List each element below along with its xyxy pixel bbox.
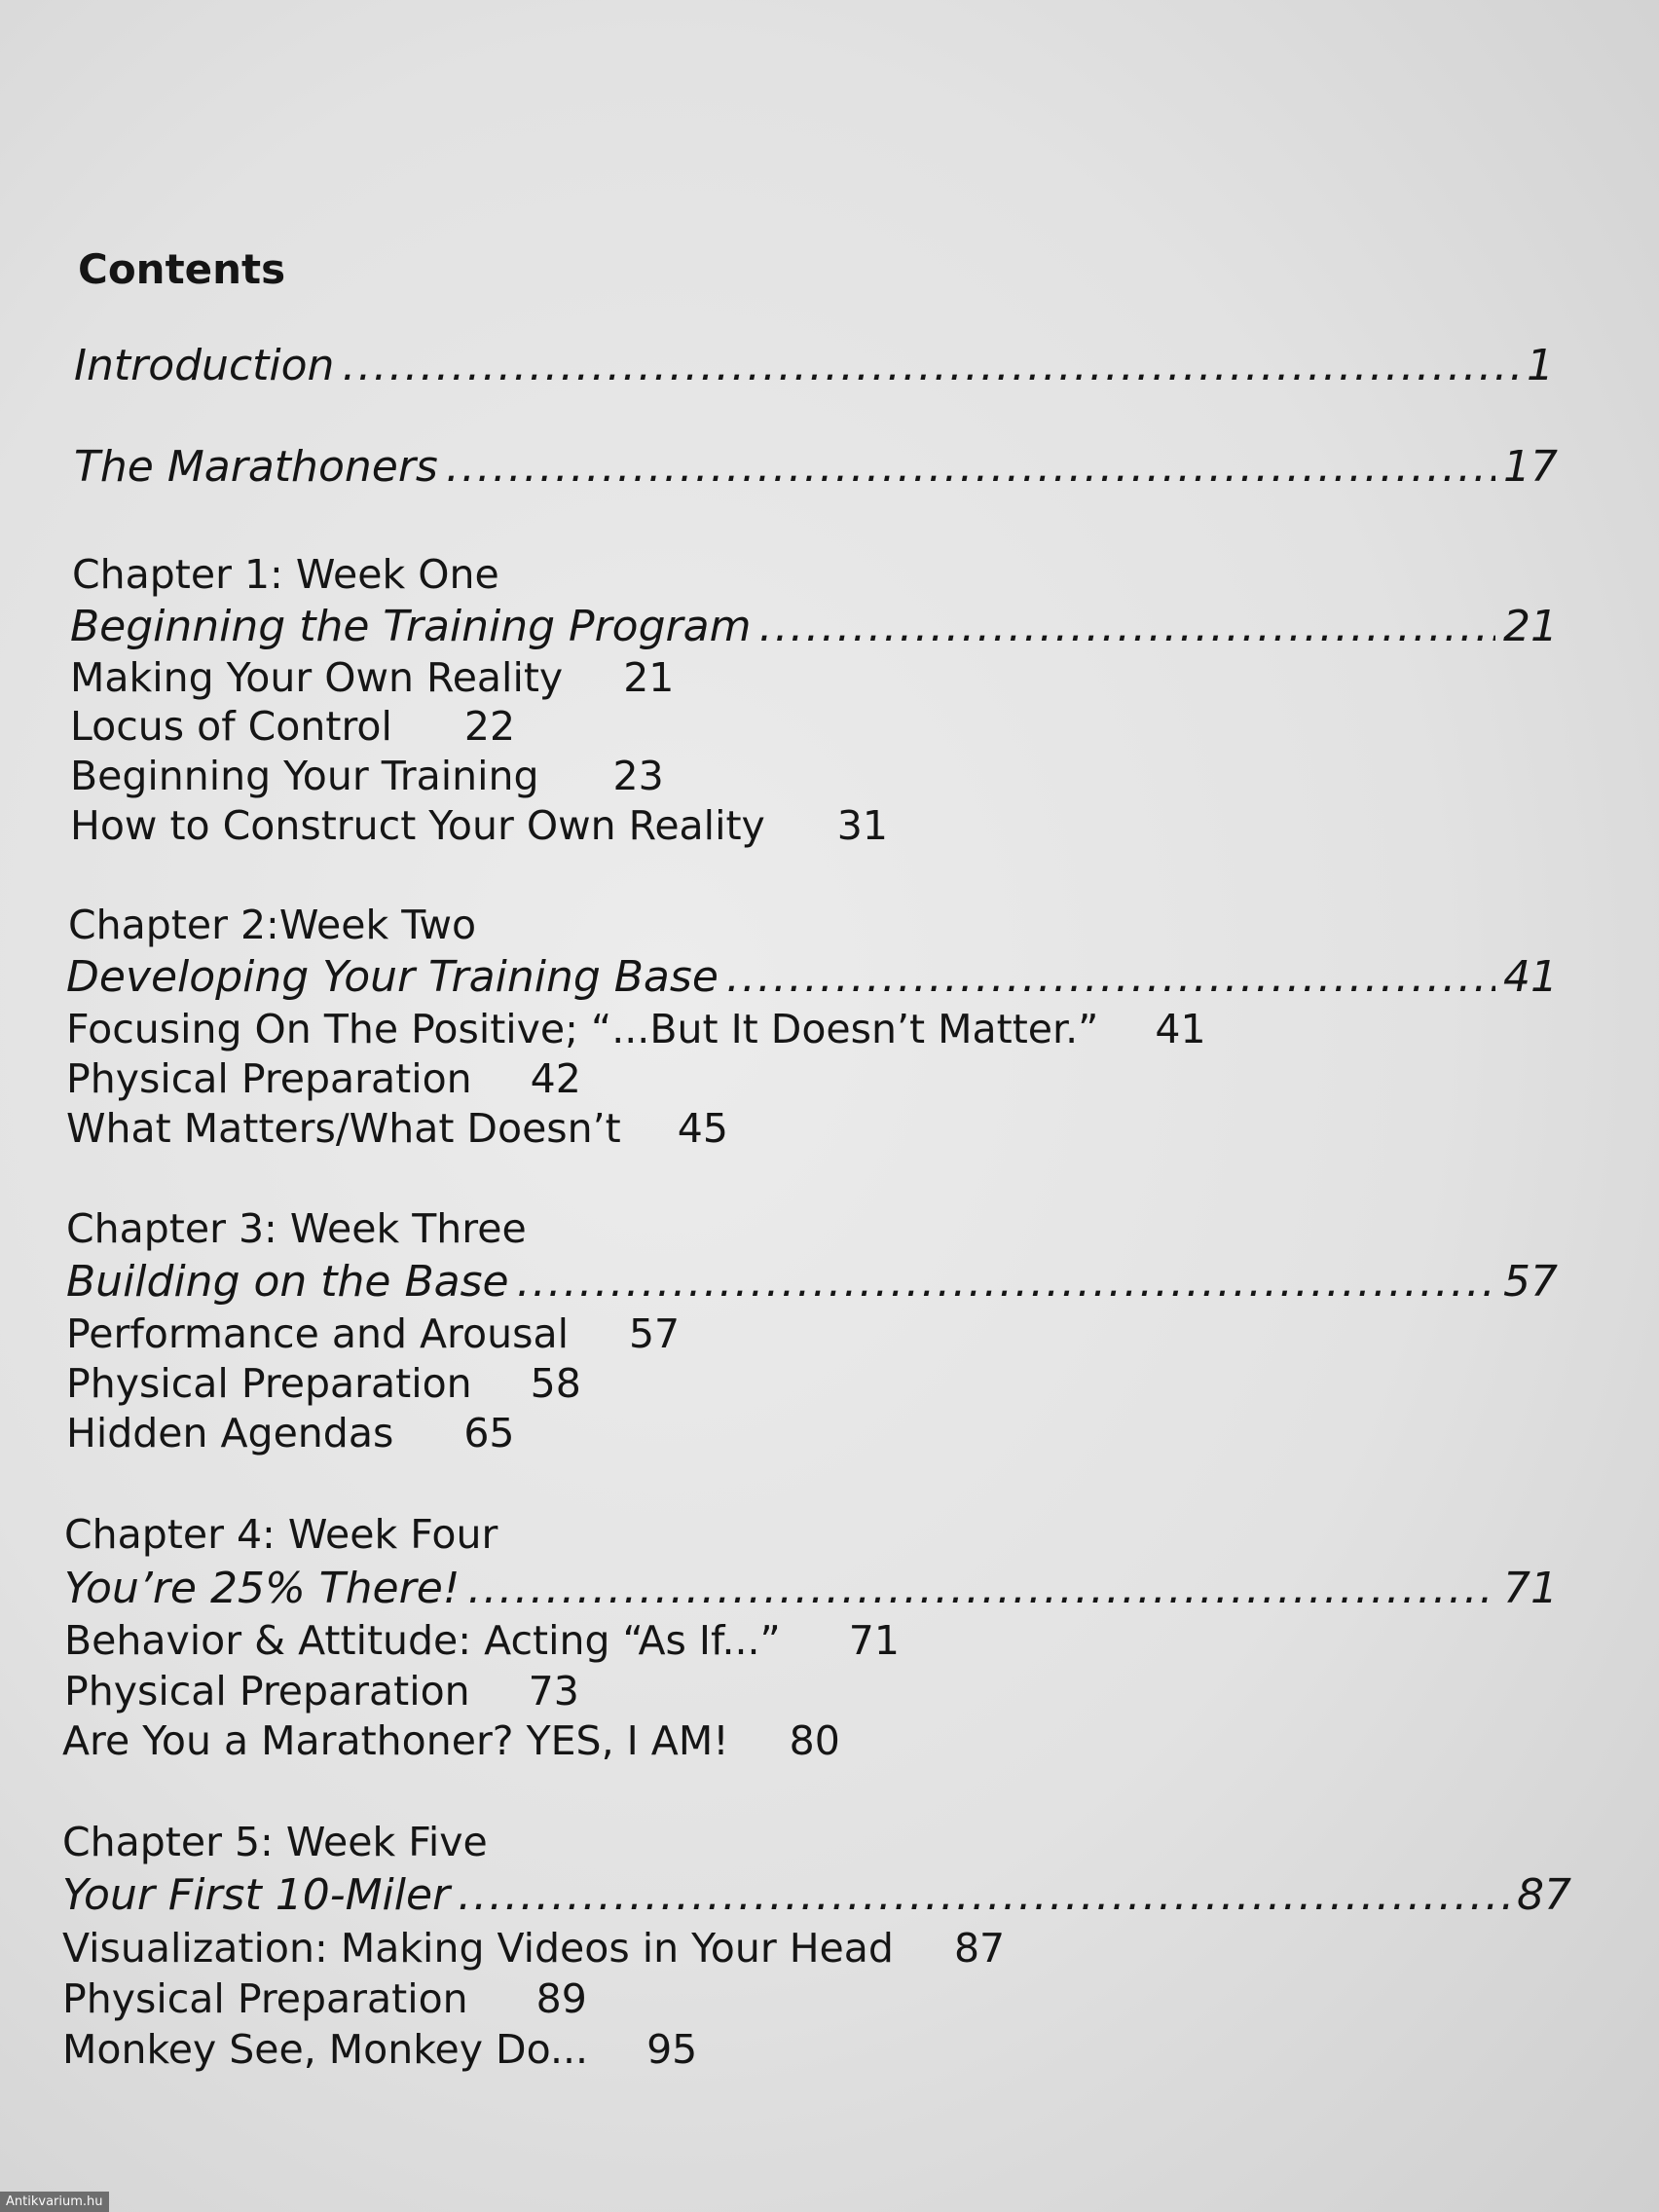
dot-leader [342,341,1519,390]
section-entry [64,1668,579,1714]
section-entry [64,1617,900,1664]
section-page: 22 [463,703,516,750]
dot-leader [726,952,1495,1002]
section-title: Physical Preparation [62,1975,468,2022]
section-title: Making Your Own Reality [70,654,564,701]
section-page: 21 [623,654,675,701]
contents-heading: Contents [78,245,286,293]
entry-title: Your First 10-Miler [62,1870,451,1920]
section-entry [66,1310,680,1357]
chapter-label: Chapter 2:Week Two [68,902,477,948]
entry-page: 21 [1503,602,1558,651]
entry-title: Building on the Base [66,1257,509,1307]
chapter-label: Chapter 4: Week Four [64,1511,498,1558]
section-title: Hidden Agendas [66,1410,394,1456]
section-title: What Matters/What Doesn’t [66,1105,621,1152]
section-entry [62,1975,587,2022]
chapter-label: Chapter 1: Week One [72,551,499,598]
section-title: Performance and Arousal [66,1310,569,1357]
chapter-title-entry [64,1564,1558,1613]
section-page: 58 [530,1360,581,1407]
section-title: Beginning Your Training [70,753,539,799]
section-page: 80 [789,1717,840,1764]
section-entry [66,1410,514,1456]
section-title: Physical Preparation [66,1360,472,1407]
section-entry [66,1105,728,1152]
chapter-title-entry [66,1257,1558,1307]
entry-page: 57 [1503,1257,1558,1307]
section-page: 23 [612,753,664,799]
dot-leader [467,1564,1495,1613]
dot-leader [758,602,1495,651]
section-title: Physical Preparation [66,1055,472,1102]
entry-page: 87 [1517,1870,1571,1920]
section-entry [70,753,664,799]
section-entry [62,1717,840,1764]
entry-title: Introduction [74,341,335,390]
section-page: 89 [535,1975,587,2022]
section-entry [62,2026,697,2073]
section-page: 42 [530,1055,581,1102]
section-page: 95 [646,2026,698,2073]
section-title: Locus of Control [70,703,392,750]
entry-title: Beginning the Training Program [70,602,752,651]
section-title: Focusing On The Positive; “...But It Doesn’t Matter.” [66,1006,1099,1052]
section-page: 87 [953,1925,1006,1972]
chapter-label: Chapter 3: Week Three [66,1205,527,1252]
watermark-label: Antikvarium.hu [0,2192,109,2212]
section-entry [70,703,515,750]
section-page: 65 [463,1410,515,1456]
section-page: 41 [1155,1006,1206,1052]
section-page: 45 [677,1105,728,1152]
section-entry [66,1055,581,1102]
section-page: 73 [528,1668,579,1714]
toc-entry-marathoners [74,442,1558,492]
entry-title: Developing Your Training Base [66,952,719,1002]
section-entry [66,1006,1206,1052]
chapter-label: Chapter 5: Week Five [62,1819,488,1865]
section-entry [70,654,674,701]
dot-leader [446,442,1495,492]
section-title: Are You a Marathoner? YES, I AM! [62,1717,729,1764]
entry-title: You’re 25% There! [64,1564,461,1613]
entry-page: 41 [1503,952,1558,1002]
section-entry [70,802,888,849]
section-page: 31 [836,802,888,849]
section-title: Monkey See, Monkey Do... [62,2026,589,2073]
section-entry [66,1360,581,1407]
entry-title: The Marathoners [74,442,438,492]
chapter-title-entry [70,602,1558,651]
section-entry [62,1925,1005,1972]
chapter-title-entry [62,1870,1571,1920]
section-title: How to Construct Your Own Reality [70,802,765,849]
section-title: Behavior & Attitude: Acting “As If...” [64,1617,781,1664]
entry-page: 1 [1527,341,1554,390]
chapter-title-entry [66,952,1558,1002]
section-title: Visualization: Making Videos in Your Head [62,1925,894,1972]
dot-leader [517,1257,1495,1307]
section-title: Physical Preparation [64,1668,470,1714]
entry-page: 71 [1503,1564,1558,1613]
section-page: 57 [628,1310,681,1357]
section-page: 71 [848,1617,900,1664]
entry-page: 17 [1503,442,1558,492]
dot-leader [458,1870,1509,1920]
toc-entry-introduction [74,341,1554,390]
